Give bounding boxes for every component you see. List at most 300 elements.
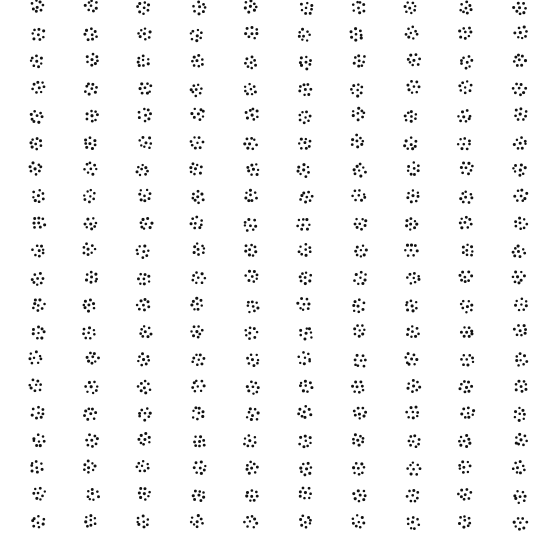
pattern-dot — [253, 526, 255, 528]
pattern-dot — [199, 499, 202, 502]
pattern-dot — [353, 390, 356, 393]
pattern-dot — [191, 361, 194, 364]
pattern-dot — [522, 465, 525, 468]
pattern-dot — [525, 521, 528, 524]
pattern-dot — [251, 275, 254, 278]
pattern-dot — [514, 410, 517, 413]
pattern-dot — [303, 410, 306, 413]
pattern-dot — [137, 517, 140, 520]
pattern-dot — [88, 326, 91, 329]
pattern-dot — [517, 244, 520, 247]
pattern-dot — [522, 363, 525, 366]
pattern-dot — [309, 59, 312, 62]
pattern-dot — [459, 444, 462, 447]
pattern-dot — [297, 166, 300, 169]
pattern-dot — [196, 195, 199, 198]
pattern-dot — [523, 354, 526, 357]
pattern-dot — [525, 192, 528, 195]
pattern-dot — [363, 55, 366, 58]
pattern-dot — [197, 112, 200, 115]
pattern-dot — [360, 34, 363, 37]
pattern-dot — [519, 12, 522, 15]
pattern-dot — [38, 86, 41, 89]
pattern-dot — [256, 306, 259, 309]
pattern-dot — [467, 172, 470, 175]
pattern-dot — [299, 246, 301, 248]
pattern-dot — [149, 226, 152, 229]
pattern-dot — [249, 499, 251, 501]
pattern-dot — [89, 352, 92, 355]
pattern-dot — [192, 162, 195, 165]
pattern-dot — [363, 329, 365, 331]
pattern-dot — [520, 189, 523, 192]
pattern-dot — [201, 245, 204, 248]
pattern-dot — [409, 54, 412, 57]
pattern-dot — [358, 417, 360, 419]
pattern-dot — [517, 380, 520, 383]
pattern-dot — [522, 2, 525, 5]
pattern-dot — [515, 225, 518, 228]
pattern-dot — [255, 6, 258, 9]
pattern-dot — [468, 442, 471, 445]
pattern-dot — [459, 467, 461, 469]
pattern-dot — [31, 362, 34, 365]
pattern-dot — [364, 219, 367, 222]
pattern-dot — [512, 276, 515, 279]
pattern-dot — [193, 325, 196, 328]
pattern-dot — [140, 434, 143, 437]
pattern-dot — [300, 56, 303, 59]
pattern-dot — [520, 279, 523, 282]
pattern-dot — [521, 517, 524, 520]
pattern-dot — [515, 109, 518, 112]
pattern-dot — [95, 168, 97, 170]
pattern-dot — [35, 384, 37, 386]
pattern-dot — [357, 305, 360, 308]
pattern-dot — [250, 353, 253, 356]
pattern-dot — [517, 118, 520, 121]
pattern-dot — [38, 38, 41, 41]
pattern-dot — [247, 304, 250, 307]
pattern-dot — [137, 385, 140, 388]
pattern-dot — [470, 245, 473, 248]
pattern-dot — [84, 520, 87, 523]
pattern-dot — [194, 444, 197, 447]
pattern-dot — [303, 416, 306, 419]
pattern-dot — [519, 113, 522, 116]
pattern-dot — [416, 415, 418, 417]
pattern-dot — [353, 310, 355, 312]
pattern-dot — [192, 416, 194, 418]
pattern-dot — [358, 59, 361, 62]
pattern-dot — [86, 218, 89, 221]
pattern-dot — [147, 58, 149, 60]
pattern-dot — [195, 282, 197, 284]
pattern-dot — [460, 147, 463, 150]
pattern-dot — [304, 175, 307, 178]
pattern-dot — [202, 115, 204, 117]
pattern-dot — [37, 412, 40, 415]
pattern-dot — [251, 32, 254, 35]
pattern-dot — [359, 30, 362, 33]
pattern-dot — [357, 54, 360, 57]
pattern-dot — [407, 170, 409, 172]
pattern-dot — [201, 304, 203, 306]
pattern-dot — [41, 495, 44, 498]
pattern-dot — [520, 385, 523, 388]
pattern-dot — [142, 521, 145, 524]
pattern-dot — [526, 223, 529, 226]
pattern-dot — [83, 304, 86, 307]
pattern-dot — [33, 217, 36, 220]
pattern-dot — [140, 82, 143, 85]
pattern-dot — [31, 462, 33, 464]
pattern-dot — [406, 147, 409, 150]
pattern-dot — [143, 469, 146, 472]
pattern-dot — [244, 274, 247, 277]
pattern-dot — [35, 460, 38, 463]
pattern-dot — [354, 56, 357, 59]
pattern-dot — [144, 391, 147, 394]
pattern-dot — [411, 64, 414, 67]
pattern-dot — [41, 327, 44, 330]
pattern-dot — [201, 58, 204, 61]
pattern-dot — [363, 365, 366, 368]
pattern-dot — [407, 416, 410, 419]
pattern-dot — [520, 334, 523, 337]
pattern-dot — [246, 27, 249, 30]
pattern-dot — [257, 411, 260, 414]
pattern-dot — [307, 166, 309, 168]
pattern-dot — [460, 412, 463, 415]
pattern-dot — [517, 54, 520, 57]
pattern-dot — [299, 518, 302, 521]
pattern-dot — [246, 229, 249, 232]
pattern-dot — [147, 383, 150, 386]
pattern-dot — [417, 169, 420, 172]
pattern-dot — [413, 226, 416, 229]
pattern-dot — [254, 382, 257, 385]
pattern-dot — [92, 198, 95, 201]
pattern-dot — [29, 165, 32, 168]
pattern-dot — [515, 436, 518, 439]
pattern-dot — [143, 438, 146, 441]
pattern-dot — [146, 217, 149, 220]
pattern-dot — [412, 516, 415, 519]
pattern-dot — [458, 522, 461, 525]
pattern-dot — [407, 254, 410, 257]
pattern-dot — [253, 310, 256, 313]
pattern-dot — [245, 495, 248, 498]
pattern-dot — [416, 327, 419, 330]
pattern-dot — [351, 385, 354, 388]
pattern-dot — [409, 228, 411, 230]
pattern-dot — [250, 88, 253, 91]
pattern-dot — [33, 357, 35, 359]
pattern-dot — [460, 226, 463, 229]
pattern-dot — [360, 462, 363, 465]
pattern-dot — [307, 353, 310, 356]
pattern-dot — [524, 166, 527, 169]
pattern-dot — [246, 117, 249, 120]
pattern-dot — [364, 224, 367, 227]
pattern-dot — [140, 382, 143, 385]
pattern-dot — [251, 114, 254, 117]
pattern-dot — [245, 192, 247, 194]
pattern-dot — [143, 244, 146, 247]
pattern-dot — [524, 59, 527, 62]
pattern-dot — [194, 167, 197, 170]
pattern-dot — [87, 310, 90, 313]
pattern-dot — [458, 440, 461, 443]
pattern-dot — [195, 59, 198, 62]
pattern-dot — [522, 308, 525, 311]
pattern-dot — [467, 471, 469, 473]
pattern-dot — [302, 218, 305, 221]
pattern-dot — [90, 271, 93, 274]
pattern-dot — [95, 442, 98, 445]
pattern-dot — [304, 405, 307, 408]
pattern-dot — [248, 35, 251, 38]
pattern-dot — [299, 119, 302, 122]
pattern-dot — [355, 218, 357, 220]
pattern-dot — [518, 281, 521, 284]
pattern-dot — [33, 302, 36, 305]
pattern-dot — [37, 332, 39, 334]
pattern-dot — [357, 107, 360, 110]
pattern-dot — [197, 1, 200, 4]
pattern-dot — [521, 147, 524, 150]
pattern-dot — [309, 140, 312, 143]
pattern-dot — [472, 361, 474, 363]
pattern-dot — [251, 414, 254, 417]
pattern-dot — [31, 414, 34, 417]
pattern-dot — [518, 433, 521, 436]
pattern-dot — [298, 35, 301, 38]
pattern-dot — [304, 357, 306, 359]
pattern-dot — [300, 297, 303, 300]
pattern-dot — [305, 61, 308, 64]
pattern-dot — [524, 328, 527, 331]
pattern-dot — [147, 305, 150, 308]
pattern-dot — [468, 326, 471, 329]
pattern-dot — [299, 362, 301, 364]
pattern-dot — [514, 280, 517, 283]
pattern-dot — [413, 173, 416, 176]
pattern-dot — [304, 282, 307, 285]
pattern-dot — [523, 413, 526, 416]
pattern-dot — [94, 119, 97, 122]
pattern-dot — [32, 222, 35, 225]
pattern-dot — [194, 436, 196, 438]
pattern-dot — [147, 415, 150, 418]
pattern-dot — [306, 298, 309, 301]
pattern-dot — [352, 438, 355, 441]
pattern-dot — [202, 496, 205, 499]
pattern-dot — [143, 492, 146, 495]
pattern-dot — [35, 60, 38, 63]
pattern-dot — [88, 381, 91, 384]
pattern-dot — [470, 304, 473, 307]
pattern-dot — [83, 468, 86, 471]
pattern-dot — [91, 492, 94, 495]
pattern-dot — [143, 525, 146, 528]
pattern-dot — [253, 463, 256, 466]
pattern-dot — [355, 462, 358, 465]
pattern-dot — [253, 139, 255, 141]
pattern-dot — [416, 33, 419, 36]
pattern-dot — [410, 120, 413, 123]
pattern-dot — [410, 115, 413, 118]
pattern-dot — [90, 58, 93, 61]
pattern-dot — [146, 92, 149, 95]
pattern-dot — [195, 88, 198, 91]
pattern-dot — [411, 91, 413, 93]
pattern-dot — [149, 389, 152, 392]
pattern-dot — [513, 521, 516, 524]
pattern-dot — [38, 526, 41, 529]
pattern-dot — [91, 244, 94, 247]
pattern-dot — [243, 521, 246, 524]
pattern-dot — [192, 357, 195, 360]
pattern-dot — [32, 408, 35, 411]
pattern-dot — [525, 300, 527, 302]
pattern-dot — [244, 90, 247, 93]
pattern-dot — [148, 146, 151, 149]
pattern-dot — [413, 9, 416, 12]
pattern-dot — [357, 118, 360, 121]
pattern-dot — [136, 253, 139, 256]
pattern-dot — [470, 332, 473, 335]
pattern-dot — [361, 472, 364, 475]
pattern-dot — [147, 518, 150, 521]
pattern-dot — [140, 409, 143, 412]
pattern-dot — [519, 521, 522, 524]
pattern-dot — [515, 442, 518, 445]
pattern-dot — [514, 271, 517, 274]
pattern-dot — [250, 380, 253, 383]
pattern-dot — [305, 67, 308, 70]
pattern-dot — [462, 57, 465, 60]
pattern-dot — [85, 146, 88, 149]
pattern-dot — [202, 198, 205, 201]
pattern-dot — [199, 118, 202, 121]
pattern-dot — [250, 164, 253, 167]
pattern-dot — [194, 95, 197, 98]
pattern-dot — [195, 461, 198, 464]
pattern-dot — [458, 84, 461, 87]
pattern-dot — [414, 281, 417, 284]
pattern-dot — [139, 283, 141, 285]
pattern-dot — [410, 500, 413, 503]
pattern-dot — [143, 308, 146, 311]
pattern-dot — [300, 382, 302, 384]
pattern-dot — [408, 7, 411, 10]
pattern-dot — [146, 463, 148, 465]
pattern-dot — [406, 196, 409, 199]
pattern-dot — [462, 27, 465, 30]
pattern-dot — [200, 299, 203, 302]
pattern-dot — [353, 9, 355, 11]
pattern-dot — [150, 333, 153, 336]
pattern-dot — [409, 273, 412, 276]
pattern-dot — [414, 145, 417, 148]
pattern-dot — [301, 272, 304, 275]
pattern-dot — [410, 473, 413, 476]
pattern-dot — [37, 65, 40, 68]
pattern-dot — [249, 189, 252, 192]
pattern-dot — [140, 29, 142, 31]
pattern-dot — [85, 516, 87, 518]
pattern-dot — [515, 300, 517, 302]
pattern-dot — [302, 163, 305, 166]
pattern-dot — [195, 471, 198, 474]
pattern-dot — [358, 329, 360, 331]
pattern-dot — [363, 466, 366, 469]
pattern-dot — [198, 407, 201, 410]
pattern-dot — [408, 490, 411, 493]
pattern-dot — [94, 360, 96, 362]
pattern-dot — [307, 93, 310, 96]
pattern-dot — [255, 163, 257, 165]
pattern-dot — [141, 136, 144, 139]
pattern-dot — [521, 409, 524, 412]
pattern-dot — [140, 299, 143, 302]
pattern-dot — [461, 171, 464, 174]
pattern-dot — [414, 140, 417, 143]
pattern-dot — [202, 110, 205, 113]
pattern-dot — [252, 118, 255, 121]
pattern-dot — [407, 352, 410, 355]
pattern-dot — [460, 436, 462, 438]
pattern-dot — [141, 465, 143, 467]
pattern-dot — [140, 189, 142, 191]
pattern-dot — [86, 163, 89, 166]
pattern-dot — [33, 281, 36, 284]
pattern-dot — [33, 29, 36, 32]
pattern-dot — [405, 219, 408, 222]
pattern-dot — [513, 31, 516, 34]
pattern-dot — [462, 471, 465, 474]
pattern-dot — [304, 473, 307, 476]
pattern-dot — [140, 168, 143, 171]
pattern-dot — [31, 278, 34, 281]
pattern-dot — [32, 191, 35, 194]
pattern-dot — [142, 304, 145, 307]
pattern-dot — [462, 143, 465, 146]
pattern-dot — [34, 488, 36, 490]
pattern-dot — [147, 9, 150, 12]
pattern-dot — [200, 31, 203, 34]
pattern-dot — [244, 224, 246, 226]
pattern-dot — [139, 35, 142, 38]
pattern-dot — [408, 382, 411, 385]
pattern-dot — [407, 84, 410, 87]
pattern-dot — [147, 108, 150, 111]
pattern-dot — [359, 163, 362, 166]
pattern-dot — [358, 473, 361, 476]
pattern-dot — [248, 411, 251, 414]
pattern-dot — [407, 58, 410, 61]
pattern-dot — [464, 196, 467, 199]
pattern-dot — [145, 223, 148, 226]
pattern-dot — [36, 471, 39, 474]
pattern-dot — [310, 331, 312, 333]
pattern-dot — [309, 519, 312, 522]
pattern-dot — [87, 466, 90, 469]
pattern-dot — [464, 390, 467, 393]
pattern-dot — [513, 254, 516, 257]
